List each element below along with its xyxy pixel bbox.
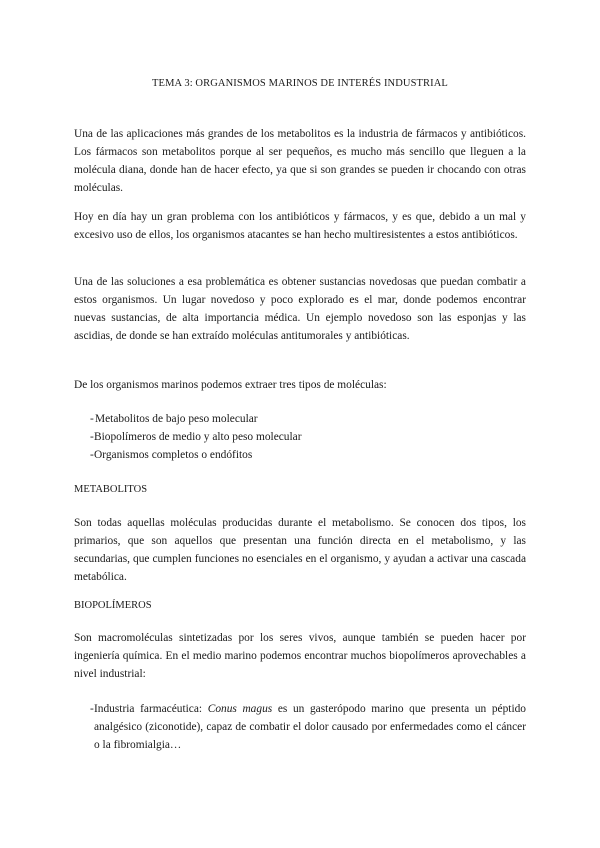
paragraph-metabolitos-definicion <box>74 514 526 586</box>
paragraph-biopolimeros-definicion <box>74 629 526 683</box>
dash-bullet: - <box>90 449 94 461</box>
list-item <box>74 446 526 464</box>
paragraph-text: Una de las aplicaciones más grandes de los metabolitos es la industria de fármacos y antibióticos. Los fármacos son metabolitos porque al ser pequeños, es mucho más sencillo que lleguen a la molécula diana, donde han de hacer efecto, ya que si son grandes se pueden ir chocando con otras moléculas. <box>74 128 526 194</box>
paragraph-text: De los organismos marinos podemos extraer tres tipos de moléculas: <box>74 379 387 391</box>
item-description: es un gasterópodo marino que presenta un péptido analgésico (ziconotide), capaz de combatir el dolor causado por enfermedades como el cáncer o la fibromialgia… <box>94 703 526 751</box>
dash-bullet: - <box>90 413 94 425</box>
section-heading-metabolitos: METABOLITOS <box>74 484 148 495</box>
paragraph-soluciones <box>74 273 526 345</box>
molecule-types-list <box>74 410 526 464</box>
list-item-text <box>94 700 526 754</box>
item-lead: Industria farmacéutica: <box>94 703 208 715</box>
paragraph-text: Hoy en día hay un gran problema con los antibióticos y fármacos, y es que, debido a un mal y excesivo uso de ellos, los organismos atacantes se han hecho multiresistentes a estos antibióticos. <box>74 211 526 241</box>
list-item <box>74 410 526 428</box>
list-item-text: Organismos completos o endófitos <box>94 449 253 461</box>
species-name: Conus magus <box>207 703 273 715</box>
paragraph-text: Son macromoléculas sintetizadas por los seres vivos, aunque también se pueden hacer por ingeniería química. En el medio marino podemos encontrar muchos biopolímeros aprovechables a nivel industrial: <box>74 632 526 680</box>
list-item-text: Biopolímeros de medio y alto peso molecular <box>94 431 302 443</box>
list-item <box>74 428 526 446</box>
paragraph-text: Son todas aquellas moléculas producidas durante el metabolismo. Se conocen dos tipos, los primarios, que son aquellos que presentan una función directa en el metabolismo, y las secundarias, que cumplen funciones no esenciales en el organismo, y ayudan a activar una cascada metabólica. <box>74 517 526 583</box>
paragraph-text: Una de las soluciones a esa problemática es obtener sustancias novedosas que puedan combatir a estos organismos. Un lugar novedoso y poco explorado es el mar, donde podemos encontrar nuevas sustancias, de alta importancia médica. Un ejemplo novedoso son las esponjas y las ascidias, de donde se han extraído moléculas antitumorales y antibióticas. <box>74 276 526 342</box>
section-heading-biopolimeros: BIOPOLÍMEROS <box>74 600 152 611</box>
list-item-text: Metabolitos de bajo peso molecular <box>95 413 258 425</box>
dash-bullet: - <box>90 431 94 443</box>
paragraph-resistencia <box>74 208 526 244</box>
paragraph-tipos-intro <box>74 376 526 394</box>
list-item-industria-farmaceutica <box>74 700 526 754</box>
document-title: TEMA 3: ORGANISMOS MARINOS DE INTERÉS INDUSTRIAL <box>152 78 448 89</box>
dash-bullet: - <box>90 703 94 715</box>
paragraph-metabolitos-farmacos <box>74 125 526 197</box>
